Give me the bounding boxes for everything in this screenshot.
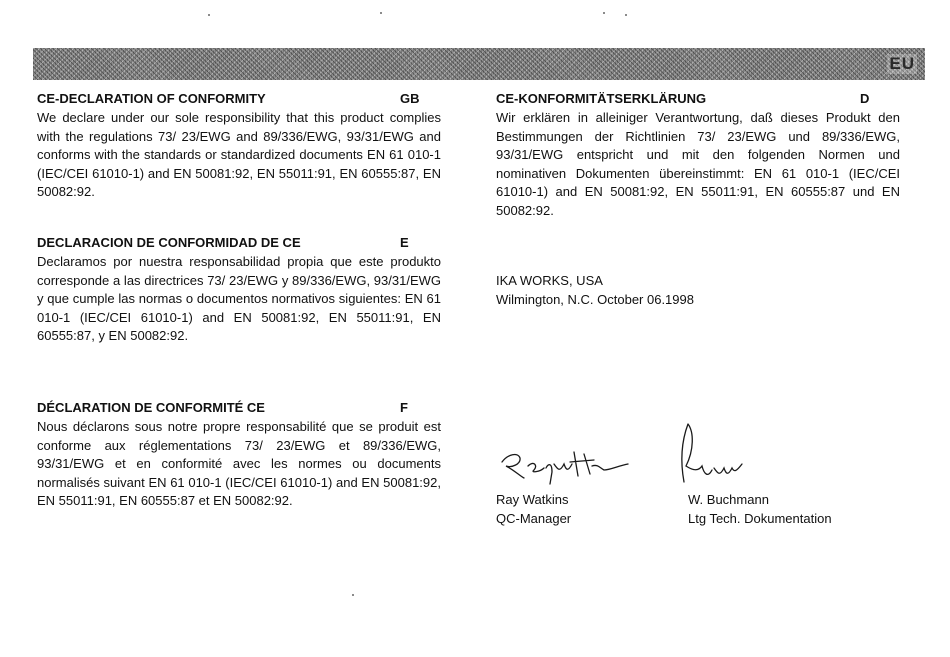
- declaration-gb: [37, 90, 441, 202]
- language-code: D: [860, 91, 870, 106]
- issuer-company: IKA WORKS, USA: [496, 273, 603, 288]
- section-body: Declaramos por nuestra responsabilidad propia que este produkto corresponde a las directrices 73/ 23/EWG y 89/336/EWG, 93/31/EWG y que cumple las normas o documentos normativos siguientes: EN 61 010-1 (IEC/CEI 61010-1) and EN 50081:92, EN 55011:91, EN 60555:87, y EN 50082:92.: [37, 254, 441, 343]
- scan-speck: [625, 14, 627, 16]
- signature-watkins: [494, 442, 644, 492]
- section-title: [37, 234, 441, 253]
- signatory-role: Ltg Tech. Dokumentation: [688, 511, 832, 526]
- section-body: Nous déclarons sous notre propre responsabilité que se produit est conforme aux réglementations 73/ 23/EWG et 89/336/EWG, 93/31/EWG et en conformité avec les normes ou documents normalisés suivant EN 61 010-1 (IEC/CEI 61010-1) and EN 50081:92, EN 55011:91, EN 60555:87 et EN 50082:92.: [37, 419, 441, 508]
- scan-speck: [208, 14, 210, 16]
- scan-speck: [352, 594, 354, 596]
- language-code: E: [400, 235, 409, 250]
- scan-speck: [603, 12, 605, 14]
- issuer-place-date: Wilmington, N.C. October 06.1998: [496, 292, 694, 307]
- language-code: GB: [400, 91, 420, 106]
- declaration-e: [37, 234, 441, 346]
- signatory-role: QC-Manager: [496, 511, 572, 526]
- section-heading: DÉCLARATION DE CONFORMITÉ CE: [37, 400, 265, 415]
- header-banner: [33, 48, 925, 80]
- section-title: [37, 90, 441, 109]
- declaration-d: [496, 90, 900, 220]
- section-heading: DECLARACION DE CONFORMIDAD DE CE: [37, 235, 301, 250]
- language-code: F: [400, 400, 408, 415]
- section-heading: CE-DECLARATION OF CONFORMITY: [37, 91, 266, 106]
- banner-label: EU: [889, 54, 915, 73]
- signatory-name: Ray Watkins: [496, 492, 569, 507]
- section-title: [37, 399, 441, 418]
- section-body: We declare under our sole responsibility that this product complies with the regulations 73/ 23/EWG and 89/336/EWG, 93/31/EWG and conforms with the standards or standardized documents EN 61 010-1 (IEC/CEI 61010-1) and EN 50081:92, EN 55011:91, EN 60555:87, EN 50082:92.: [37, 110, 441, 199]
- signatory-name: W. Buchmann: [688, 492, 769, 507]
- signature-buchmann: [672, 420, 772, 490]
- section-body: Wir erklären in alleiniger Verantwortung, daß dieses Produkt den Bestimmungen der Richtlinien 73/ 23/EWG und 89/336/EWG, 93/31/EWG entspricht und mit den folgenden Normen und nominativen Dokumenten übereinstimmt: EN 61 010-1 (IEC/CEI 61010-1) and EN 50081:92, EN 55011:91, EN 60555:87 und EN 50082:92.: [496, 110, 900, 218]
- scan-speck: [380, 12, 382, 14]
- declaration-f: [37, 399, 441, 511]
- section-heading: CE-KONFORMITÄTSERKLÄRUNG: [496, 91, 707, 106]
- section-title: [496, 90, 900, 109]
